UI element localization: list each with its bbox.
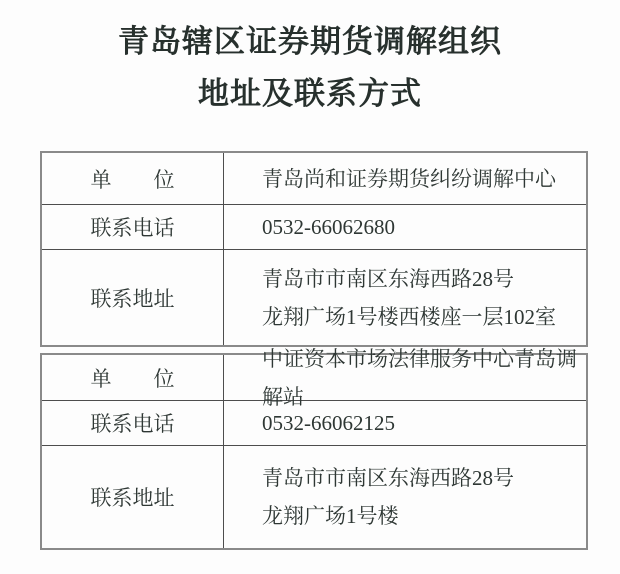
table-row xyxy=(42,153,586,204)
contact-table-zhongzheng xyxy=(40,346,588,550)
page-title xyxy=(0,0,620,120)
organization-name: 青岛尚和证券期货纠纷调解中心 xyxy=(262,166,556,191)
table-row xyxy=(42,249,586,345)
organization-name: 中证资本市场法律服务中心青岛调解站 xyxy=(262,346,577,409)
row-value xyxy=(224,250,586,345)
phone-number: 0532-66062680 xyxy=(262,215,395,239)
row-label: 单 位 xyxy=(42,355,224,400)
row-value xyxy=(224,446,586,548)
phone-number: 0532-66062125 xyxy=(262,411,395,435)
page-title-line-1: 青岛辖区证券期货调解组织 xyxy=(118,24,502,59)
row-label: 联系地址 xyxy=(42,250,224,345)
page-title-line-2: 地址及联系方式 xyxy=(198,76,422,111)
row-value xyxy=(224,346,586,409)
address-line-2: 龙翔广场1号楼西楼座一层102室 xyxy=(262,304,556,329)
row-label: 联系电话 xyxy=(42,401,224,445)
address-line-2: 龙翔广场1号楼 xyxy=(262,504,399,528)
row-label: 联系地址 xyxy=(42,446,224,548)
row-value xyxy=(224,205,586,249)
address-line-1: 青岛市市南区东海西路28号 xyxy=(262,266,514,291)
address-line-1: 青岛市市南区东海西路28号 xyxy=(262,466,514,490)
table-row xyxy=(42,445,586,548)
table-row xyxy=(42,400,586,445)
row-value xyxy=(224,401,586,445)
row-value xyxy=(224,153,586,204)
contact-tables xyxy=(40,151,588,550)
contact-table-shanghe xyxy=(40,151,588,347)
row-label: 单 位 xyxy=(42,153,224,204)
table-row xyxy=(42,204,586,249)
row-label: 联系电话 xyxy=(42,205,224,249)
table-row xyxy=(42,346,586,409)
